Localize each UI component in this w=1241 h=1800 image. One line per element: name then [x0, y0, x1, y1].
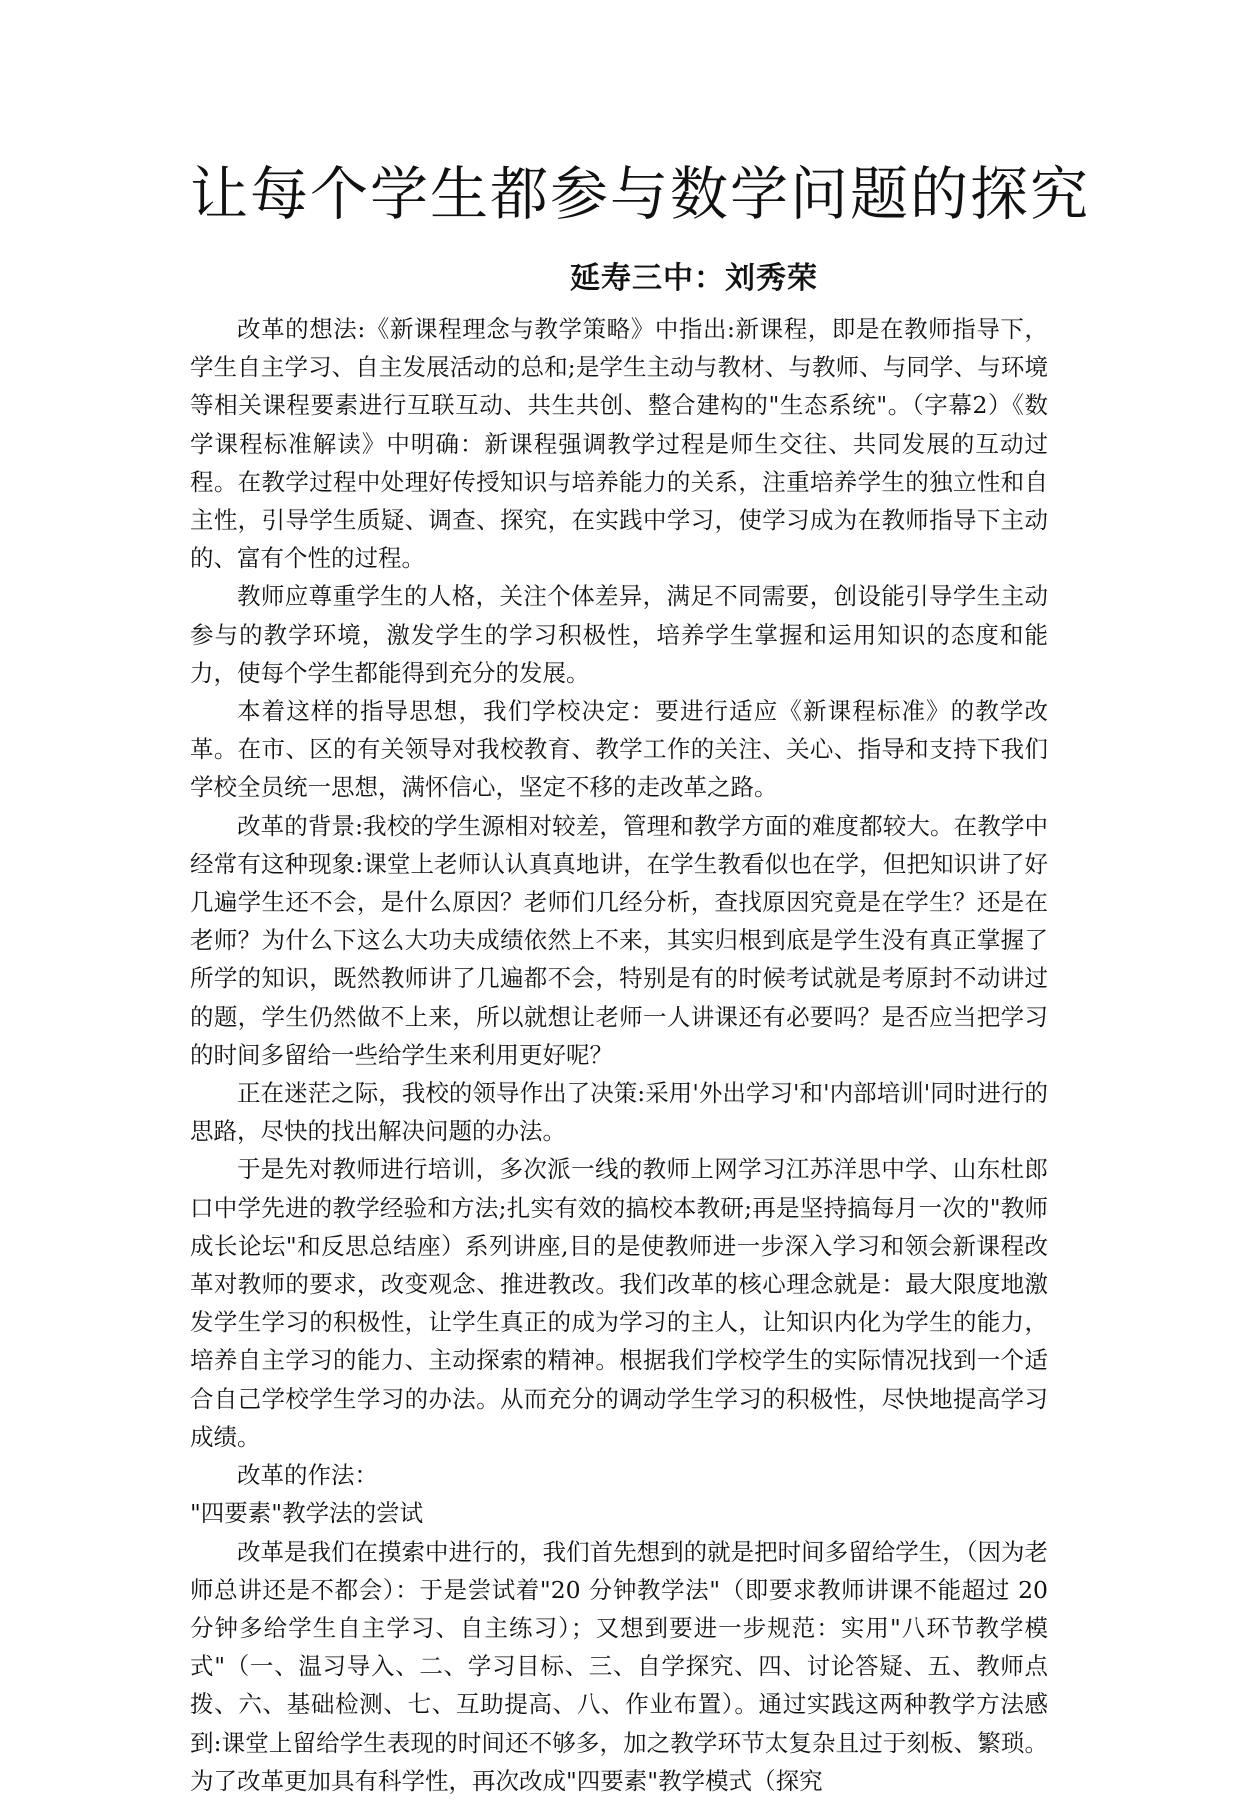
- paragraph-leadership-decision: 正在迷茫之际，我校的领导作出了决策:采用'外出学习'和'内部培训'同时进行的思路，尽快的找出解决问题的办法。: [190, 1079, 1048, 1146]
- paragraph-guiding-thought: 本着这样的指导思想，我们学校决定：要进行适应《新课程标准》的教学改革。在市、区的有关领导对我校教育、教学工作的关注、关心、指导和支持下我们学校全员统一思想，满怀信心，坚定不移的走改革之路。: [190, 697, 1048, 802]
- paragraph-reform-exploration: 改革是我们在摸索中进行的，我们首先想到的就是把时间多留给学生，（因为老师总讲还是不都会）：于是尝试着"20 分钟教学法"（即要求教师讲课不能超过 20 分钟多给学生自主学习、自主练习）；又想到要进一步规范：实用"八环节教学模式"（一、温习导入、二、学习目标、三、自学探究、四、讨论答疑、五、教师点拨、六、基础检测、七、互助提高、八、作业布置）。通过实践这两种教学方法感到:课堂上留给学生表现的时间还不够多，加之教学环节太复杂且过于刻板、繁琐。为了改革更加具有科学性，再次改成"四要素"教学模式（探究: [190, 1537, 1048, 1795]
- document-body: [190, 310, 1048, 1800]
- paragraph-teacher-training: 于是先对教师进行培训，多次派一线的教师上网学习江苏洋思中学、山东杜郎口中学先进的教学经验和方法;扎实有效的搞校本教研;再是坚持搞每月一次的"教师成长论坛"和反思总结座）系列讲座,目的是使教师进一步深入学习和领会新课程改革对教师的要求，改变观念、推进教改。我们改革的核心理念就是：最大限度地激发学生学习的积极性，让学生真正的成为学习的主人，让知识内化为学生的能力，培养自主学习的能力、主动探索的精神。根据我们学校学生的实际情况找到一个适合自己学校学生学习的办法。从而充分的调动学生学习的积极性，尽快地提高学习成绩。: [190, 1155, 1048, 1451]
- document-author: 延寿三中：刘秀荣: [570, 261, 818, 296]
- section-subheading: "四要素"教学法的尝试: [190, 1499, 424, 1528]
- paragraph-teacher-respect: 教师应尊重学生的人格，关注个体差异，满足不同需要，创设能引导学生主动参与的教学环境，激发学生的学习积极性，培养学生掌握和运用知识的态度和能力，使每个学生都能得到充分的发展。: [190, 582, 1048, 687]
- document-title: 让每个学生都参与数学问题的探究: [190, 160, 1091, 228]
- paragraph-reform-idea: 改革的想法:《新课程理念与教学策略》中指出:新课程，即是在教师指导下，学生自主学习、自主发展活动的总和;是学生主动与教材、与教师、与同学、与环境等相关课程要素进行互联互动、共生共创、整合建构的"生态系统"。（字幕2）《数学课程标准解读》中明确：新课程强调教学过程是师生交往、共同发展的互动过程。在教学过程中处理好传授知识与培养能力的关系，注重培养学生的独立性和自主性，引导学生质疑、调查、探究，在实践中学习，使学习成为在教师指导下主动的、富有个性的过程。: [190, 315, 1048, 573]
- paragraph-reform-method-heading: 改革的作法：: [237, 1461, 378, 1490]
- paragraph-reform-background: 改革的背景:我校的学生源相对较差，管理和教学方面的难度都较大。在教学中经常有这种现象:课堂上老师认认真真地讲，在学生教看似也在学，但把知识讲了好几遍学生还不会，是什么原因？老师们几经分析，查找原因究竟是在学生？还是在老师？为什么下这么大功夫成绩依然上不来，其实归根到底是学生没有真正掌握了所学的知识，既然教师讲了几遍都不会，特别是有的时候考试就是考原封不动讲过的题，学生仍然做不上来，所以就想让老师一人讲课还有必要吗？是否应当把学习的时间多留给一些给学生来利用更好呢？: [190, 811, 1048, 1069]
